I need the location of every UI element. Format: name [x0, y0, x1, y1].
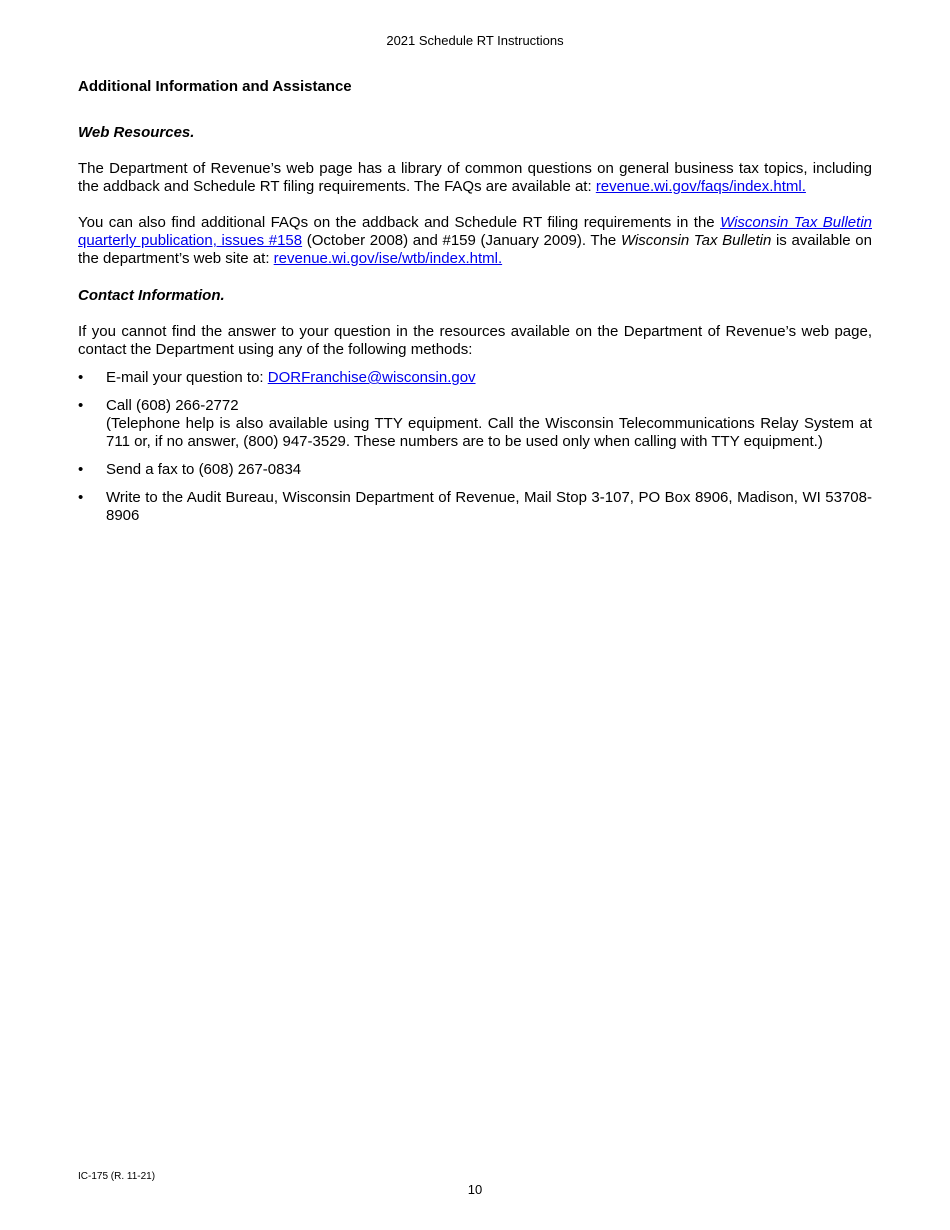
bullet: •	[78, 369, 84, 386]
bullet: •	[78, 397, 84, 414]
faqs-link[interactable]: revenue.wi.gov/faqs/index.html.	[595, 178, 806, 195]
contact-methods-list	[78, 369, 872, 535]
list-item-write	[78, 489, 872, 525]
bullet: •	[78, 489, 84, 506]
contact-information-heading: Contact Information.	[78, 287, 225, 304]
fax-text: Send a fax to (608) 267-0834	[106, 461, 302, 478]
web-resources-paragraph-2	[78, 214, 872, 268]
call-tty-note: (Telephone help is also available using TTY equipment. Call the Wisconsin Telecommunications Relay System at 711 or, if no answer, (800) 947-3529. These numbers are to be used only when calling with TTY equipment.)	[106, 415, 872, 450]
page-number: 10	[467, 1182, 483, 1197]
mailing-address-text: Write to the Audit Bureau, Wisconsin Department of Revenue, Mail Stop 3-107, PO Box 8906, Madison, WI 53708-8906	[106, 489, 872, 524]
contact-intro-paragraph	[78, 323, 872, 359]
call-number: Call (608) 266-2772	[106, 397, 239, 414]
running-header: 2021 Schedule RT Instructions	[386, 33, 564, 48]
tax-bulletin-title-italic: Wisconsin Tax Bulletin	[620, 232, 772, 249]
wtb-link[interactable]: revenue.wi.gov/ise/wtb/index.html.	[273, 250, 503, 267]
paragraph-text: You can also find additional FAQs on the addback and Schedule RT filing requirements in the	[78, 214, 721, 231]
email-link[interactable]: DORFranchise@wisconsin.gov	[267, 369, 476, 386]
paragraph-text: is available on the department’s web site at:	[78, 232, 872, 267]
contact-intro-text: If you cannot find the answer to your question in the resources available on the Department of Revenue’s web page, contact the Department using any of the following methods:	[78, 323, 872, 358]
email-label: E-mail your question to:	[106, 369, 268, 386]
tax-bulletin-issues-text: quarterly publication, issues #158	[78, 232, 303, 249]
list-item-fax	[78, 461, 872, 479]
web-resources-paragraph-1	[78, 160, 872, 196]
list-item-call	[78, 397, 872, 451]
bullet: •	[78, 461, 84, 478]
list-item-email	[78, 369, 872, 387]
paragraph-text: (October 2008) and #159 (January 2009). The	[302, 232, 621, 249]
section-heading: Additional Information and Assistance	[78, 78, 352, 95]
tax-bulletin-title: Wisconsin Tax Bulletin	[720, 214, 872, 231]
paragraph-text: The Department of Revenue’s web page has a library of common questions on general business tax topics, including the addback and Schedule RT filing requirements. The FAQs are available at:	[78, 160, 872, 195]
web-resources-heading: Web Resources.	[78, 124, 195, 141]
form-identifier: IC-175 (R. 11-21)	[78, 1171, 156, 1182]
